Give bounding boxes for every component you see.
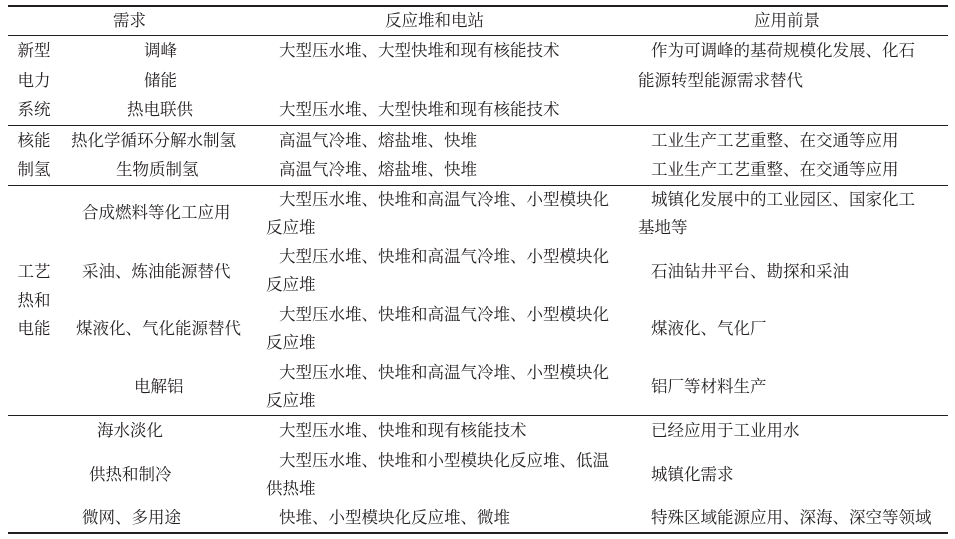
prospect-cell-line: 基地等 — [638, 218, 688, 237]
header-prospect: 应用前景 — [754, 11, 820, 30]
prospect-cell: 石油钻井平台、勘探和采油 — [651, 262, 849, 281]
reactor-cell: 快堆、小型模块化反应堆、微堆 — [279, 508, 510, 527]
reactor-cell-line: 大型压水堆、快堆和高温气冷堆、小型模块化 — [279, 247, 609, 266]
reactor-cell-line: 大型压水堆、快堆和高温气冷堆、小型模块化 — [279, 305, 609, 324]
reactor-cell: 大型压水堆、大型快堆和现有核能技术 — [279, 41, 560, 60]
reactor-cell-line: 供热堆 — [266, 479, 316, 498]
header-demand: 需求 — [113, 11, 146, 30]
demand-cell: 生物质制氢 — [116, 160, 199, 179]
reactor-cell-line: 反应堆 — [266, 218, 316, 237]
reactor-cell: 高温气冷堆、熔盐堆、快堆 — [279, 131, 477, 150]
reactor-cell-line: 大型压水堆、快堆和高温气冷堆、小型模块化 — [279, 190, 609, 209]
demand-cell: 海水淡化 — [97, 421, 163, 440]
demand-cell: 采油、炼油能源替代 — [82, 262, 231, 281]
demand-cell: 热化学循环分解水制氢 — [71, 131, 236, 150]
reactor-cell: 大型压水堆、大型快堆和现有核能技术 — [279, 100, 560, 119]
group-label-line: 热和 — [17, 291, 51, 310]
demand-cell: 煤液化、气化能源替代 — [76, 319, 241, 338]
reactor-cell-line: 大型压水堆、快堆和高温气冷堆、小型模块化 — [279, 363, 609, 382]
group-label-line: 系统 — [17, 100, 51, 119]
demand-cell: 储能 — [144, 71, 177, 90]
demand-cell: 调峰 — [144, 41, 177, 60]
prospect-cell-line: 城镇化发展中的工业园区、国家化工 — [651, 190, 915, 209]
group-label-line: 电力 — [17, 71, 51, 90]
group-label-line: 电能 — [17, 319, 51, 338]
header-reactor: 反应堆和电站 — [385, 11, 484, 30]
prospect-cell: 特殊区域能源应用、深海、深空等领域 — [651, 508, 932, 527]
demand-cell: 电解铝 — [134, 377, 184, 396]
prospect-cell: 工业生产工艺重整、在交通等应用 — [651, 160, 899, 179]
demand-cell: 供热和制冷 — [89, 465, 172, 484]
reactor-cell-line: 大型压水堆、快堆和小型模块化反应堆、低温 — [279, 451, 609, 470]
prospect-cell-line: 能源转型能源需求替代 — [638, 71, 803, 90]
reactor-cell-line: 反应堆 — [266, 275, 316, 294]
prospect-cell: 煤液化、气化厂 — [651, 319, 767, 338]
reactor-cell: 大型压水堆、快堆和现有核能技术 — [279, 421, 527, 440]
prospect-cell-line: 作为可调峰的基荷规模化发展、化石 — [651, 41, 915, 60]
reactor-cell: 高温气冷堆、熔盐堆、快堆 — [279, 160, 477, 179]
prospect-cell: 城镇化需求 — [651, 465, 734, 484]
prospect-cell: 铝厂等材料生产 — [651, 377, 767, 396]
demand-cell: 热电联供 — [127, 100, 193, 119]
demand-cell: 合成燃料等化工应用 — [82, 203, 231, 222]
reactor-cell-line: 反应堆 — [266, 333, 316, 352]
group-label-line: 核能 — [17, 131, 51, 150]
reactor-cell-line: 反应堆 — [266, 391, 316, 410]
group-label-line: 新型 — [17, 41, 51, 60]
prospect-cell: 工业生产工艺重整、在交通等应用 — [651, 131, 899, 150]
demand-cell: 微网、多用途 — [82, 508, 181, 527]
group-label-line: 工艺 — [17, 262, 51, 281]
group-label-line: 制氢 — [17, 160, 51, 179]
prospect-cell: 已经应用于工业用水 — [651, 421, 800, 440]
